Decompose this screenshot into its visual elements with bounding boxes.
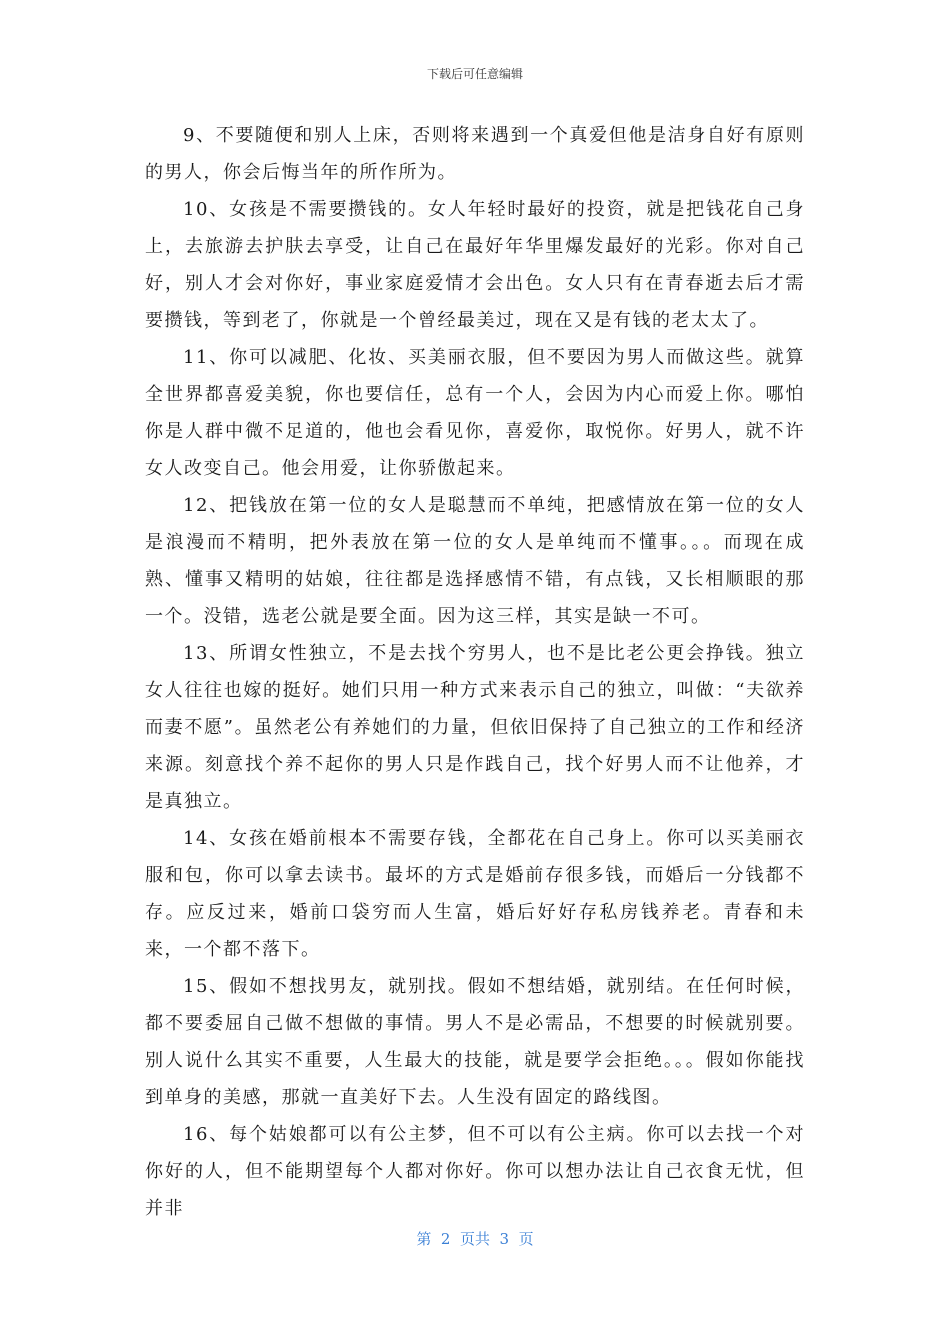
paragraph-item-15: 15、假如不想找男友，就别找。假如不想结婚，就别结。在任何时候，都不要委屈自己做不想做的事情。男人不是必需品，不想要的时候就别要。别人说什么其实不重要，人生最大的技能，就是要学会拒绝。。。假如你能找到单身的美感，那就一直美好下去。人生没有固定的路线图。 bbox=[145, 976, 805, 1108]
paragraph-item-13: 13、所谓女性独立，不是去找个穷男人，也不是比老公更会挣钱。独立女人往往也嫁的挺好。她们只用一种方式来表示自己的独立，叫做：“夫欲养而妻不愿”。虽然老公有养她们的力量，但依旧保持了自己独立的工作和经济来源。刻意找个养不起你的男人只是作践自己，找个好男人而不让他养，才是真独立。 bbox=[145, 643, 805, 812]
paragraph-item-9: 9、不要随便和别人上床，否则将来遇到一个真爱但他是洁身自好有原则的男人，你会后悔当年的所作所为。 bbox=[145, 125, 805, 183]
page-number-footer: 第 2 页共 3 页 bbox=[416, 1230, 534, 1248]
document-body bbox=[145, 117, 805, 1227]
paragraph-item-12: 12、把钱放在第一位的女人是聪慧而不单纯，把感情放在第一位的女人是浪漫而不精明，把外表放在第一位的女人是单纯而不懂事。。。而现在成熟、懂事又精明的姑娘，往往都是选择感情不错，有点钱，又长相顺眼的那一个。没错，选老公就是要全面。因为这三样，其实是缺一不可。 bbox=[145, 495, 805, 627]
paragraph-item-10: 10、女孩是不需要攒钱的。女人年轻时最好的投资，就是把钱花自己身上，去旅游去护肤去享受，让自己在最好年华里爆发最好的光彩。你对自己好，别人才会对你好，事业家庭爱情才会出色。女人只有在青春逝去后才需要攒钱，等到老了，你就是一个曾经最美过，现在又是有钱的老太太了。 bbox=[145, 199, 805, 331]
paragraph-item-11: 11、你可以减肥、化妆、买美丽衣服，但不要因为男人而做这些。就算全世界都喜爱美貌，你也要信任，总有一个人，会因为内心而爱上你。哪怕你是人群中微不足道的，他也会看见你，喜爱你，取悦你。好男人，就不许女人改变自己。他会用爱，让你骄傲起来。 bbox=[145, 347, 805, 479]
page-header: 下载后可任意编辑 bbox=[426, 67, 523, 81]
paragraph-item-14: 14、女孩在婚前根本不需要存钱，全都花在自己身上。你可以买美丽衣服和包，你可以拿去读书。最坏的方式是婚前存很多钱，而婚后一分钱都不存。应反过来，婚前口袋穷而人生富，婚后好好存私房钱养老。青春和未来，一个都不落下。 bbox=[145, 828, 805, 960]
paragraph-item-16: 16、每个姑娘都可以有公主梦，但不可以有公主病。你可以去找一个对你好的人，但不能期望每个人都对你好。你可以想办法让自己衣食无忧，但并非 bbox=[145, 1124, 805, 1219]
